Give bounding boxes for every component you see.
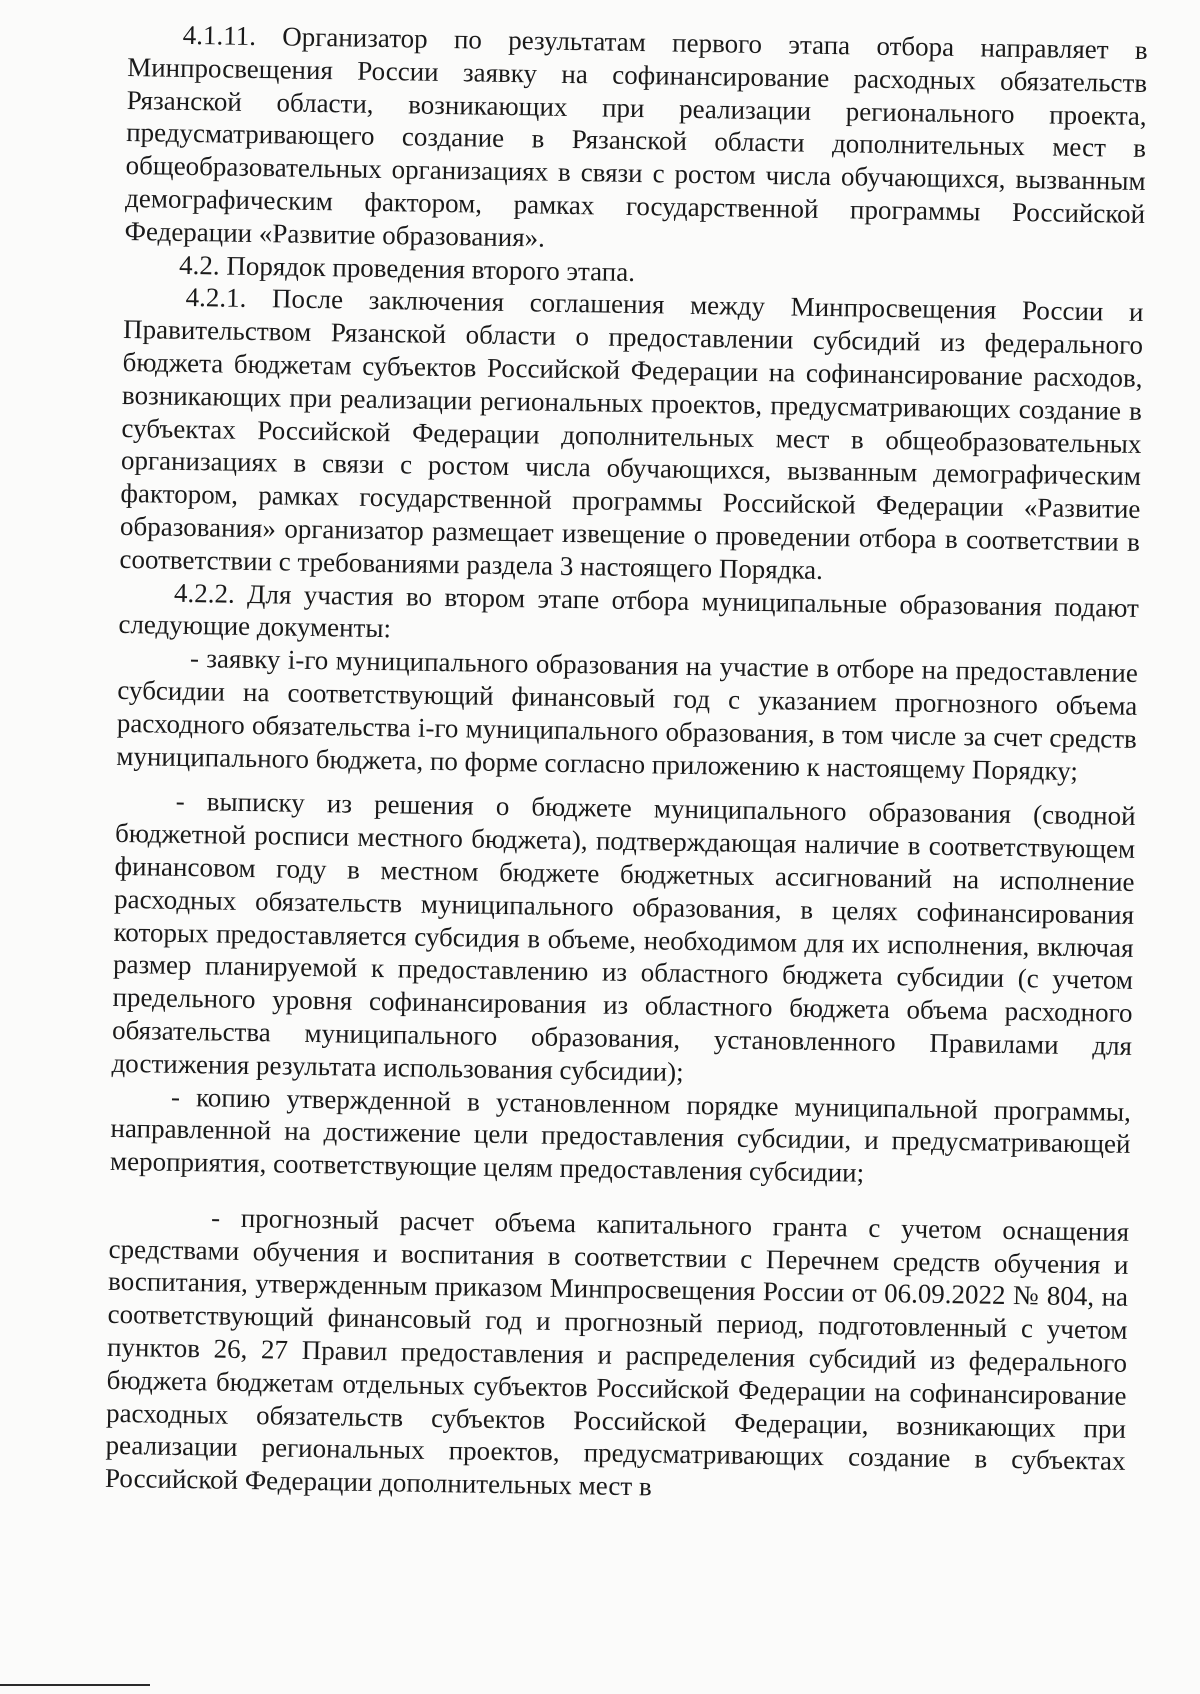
document-body <box>105 18 1148 1511</box>
footer-divider <box>0 1684 150 1686</box>
paragraph-4-1-11: 4.1.11. Организатор по результатам первого этапа отбора направляет в Минпросвещения России заявку на софинансирование расходных обязательств Рязанской области, возникающих при реализации регионального проекта, предусматривающего создание в Рязанской области дополнительных мест в общеобразовательных организациях в связи с ростом числа обучающихся, вызванным демографическим фактором, рамках государственной программы Российской Федерации «Развитие образования». <box>124 19 1148 253</box>
paragraph-4-2-1: 4.2.1. После заключения соглашения между Минпросвещения России и Правительством Рязанской области о предоставлении субсидий из федерального бюджета бюджетам субъектов Российской Федерации на софинансирование расходов, возникающих при реализации региональных проектов, предусматривающих создание в субъектах Российской Федерации дополнительных мест в общеобразовательных организациях в связи с ростом числа обучающихся, вызванным демографическим фактором, рамках государственной программы Российской Федерации «Развитие образования» организатор размещает извещение о проведении отбора в соответствии в соответствии с требованиями раздела 3 настоящего Порядка. <box>119 282 1144 585</box>
paragraph-4-2-2: 4.2.2. Для участия во втором этапе отбора муниципальные образования подают следующие документы: <box>118 577 1140 644</box>
list-item-budget-extract: - выписку из решения о бюджете муниципального образования (сводной бюджетной росписи местного бюджета), подтверждающая наличие в соответствующем финансовом году в местном бюджете бюджетных ассигнований на исполнение расходных обязательств муниципального образования, в целях софинансирования которых предоставляется субсидия в объеме, необходимом для их исполнения, включая размер планируемой к предоставлению из областного бюджета субсидии (с учетом предельного уровня софинансирования из областного бюджета объема расходного обязательства муниципального образования, установленного Правилами для достижения результата использования субсидии); <box>111 786 1136 1087</box>
list-item-application: - заявку i-го муниципального образования на участие в отборе на предоставление субсидии на соответствующий финансовый год с указанием прогнозного объема расходного обязательства i-го муниципального образования, в том числе за счет средств муниципального бюджета, по форме согласно приложению к настоящему Порядку; <box>116 643 1139 786</box>
list-item-grant-calculation: - прогнозный расчет объема капитального гранта с учетом оснащения средствами обучения и воспитания в соответствии с Перечнем средств обучения и воспитания, утвержденным приказом Минпросвещения России от 06.09.2022 № 804, на соответствующий финансовый год и прогнозный период, подготовленный с учетом пунктов 26, 27 Правил предоставления и распределения субсидий из федерального бюджета бюджетам отдельных субъектов Российской Федерации на софинансирование расходных обязательств субъектов Российской Федерации, возникающих при реализации региональных проектов, предусматривающих создание в субъектах Российской Федерации дополнительных мест в <box>104 1202 1130 1502</box>
paragraph-4-2-heading: 4.2. Порядок проведения второго этапа. <box>178 249 636 287</box>
list-item-program-copy: - копию утвержденной в установленном порядке муниципальной программы, направленной на достижение цели предоставления субсидии, и предусматривающей мероприятия, соответствующие целям предоставления субсидии; <box>109 1081 1132 1188</box>
